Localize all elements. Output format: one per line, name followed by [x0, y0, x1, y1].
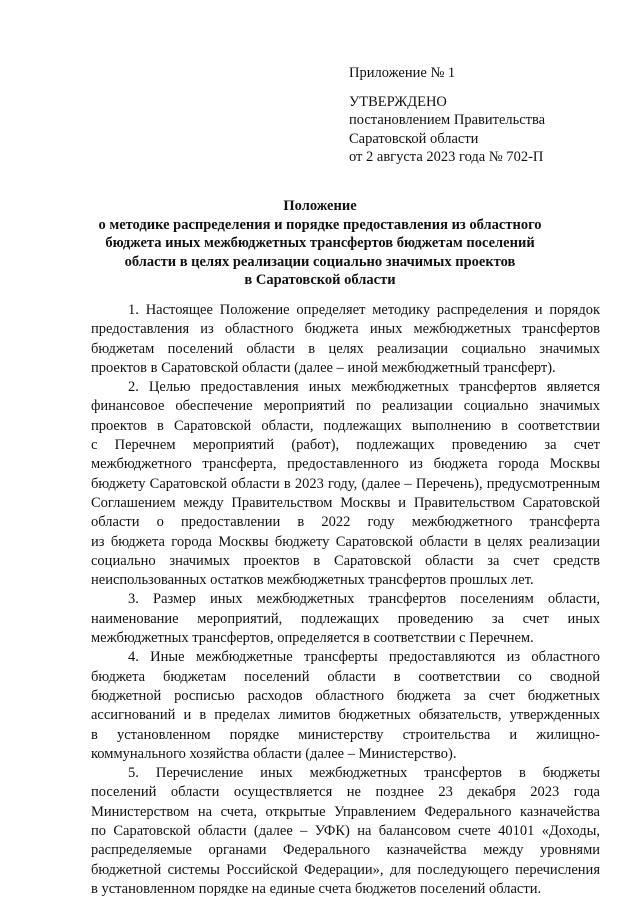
- paragraph-line: 2. Целью предоставления иных межбюджетных трансфертов является: [128, 379, 600, 396]
- paragraph-line: межбюджетного трансферта, предоставленного из бюджета города Москвы: [91, 456, 600, 473]
- title-line-1: Положение: [283, 198, 357, 214]
- paragraph-line: бюджету Саратовской области в 2023 году, (далее – Перечень), предусмотренным: [91, 475, 600, 492]
- paragraph-1: [91, 301, 600, 378]
- paragraph-line: бюджета бюджетам поселений области в соответствии со сводной: [91, 668, 600, 685]
- title-line-4: области в целях реализации социально значимых проектов: [124, 253, 516, 270]
- title-line-3: бюджета иных межбюджетных трансфертов бюджетам поселений: [105, 235, 535, 251]
- paragraph-line: в установленном порядке на единые счета бюджетов поселений области.: [91, 880, 542, 897]
- paragraph-line: проектов в Саратовской области (далее – иной межбюджетный трансферт).: [91, 359, 556, 376]
- paragraph-line: финансовое обеспечение мероприятий по реализации социально значимых: [91, 398, 600, 415]
- paragraph-line: из бюджета города Москвы бюджету Саратовской области в целях реализации: [91, 533, 600, 550]
- title-line-2: о методике распределения и порядке предоставления из областного: [98, 216, 542, 233]
- paragraph-line: поселений области осуществляется не позднее 23 декабря 2023 года: [91, 784, 600, 801]
- paragraph-line: области о предоставлении в 2022 году межбюджетного трансферта: [91, 514, 600, 531]
- paragraph-3: [91, 590, 600, 648]
- paragraph-line: предоставления из областного бюджета иных межбюджетных трансфертов: [91, 321, 600, 338]
- title-line-5: в Саратовской области: [244, 272, 396, 288]
- approval-line-1: постановлением Правительства: [349, 112, 546, 128]
- paragraph-line: социально значимых проектов в Саратовской области за счет средств: [91, 552, 600, 569]
- paragraph-line: неиспользованных остатков межбюджетных трансфертов прошлых лет.: [91, 572, 534, 589]
- approved-label: УТВЕРЖДЕНО: [349, 93, 447, 110]
- paragraph-line: распределяемые органами Федерального казначейства между уровнями: [91, 842, 600, 859]
- paragraph-line: 5. Перечисление иных межбюджетных трансфертов в бюджеты: [128, 765, 600, 782]
- paragraph-line: бюджетам поселений области в целях реализации социально значимых: [91, 340, 600, 357]
- paragraph-line: в установленном порядке министерству строительства и жилищно-: [91, 726, 600, 743]
- paragraph-line: бюджетной росписью расходов областного бюджета за счет бюджетных: [91, 687, 600, 704]
- paragraph-4: [91, 648, 600, 764]
- paragraph-line: бюджетной системы Российской Федерации», для последующего перечисления: [91, 861, 600, 878]
- paragraph-line: по Саратовской области (далее – УФК) на балансовом счете 40101 «Доходы,: [91, 823, 600, 840]
- paragraph-line: 4. Иные межбюджетные трансферты предоставляются из областного: [128, 649, 600, 666]
- paragraph-2: [91, 378, 600, 590]
- paragraph-line: Министерством на счета, открытые Управлением Федерального казначейства: [91, 803, 600, 820]
- document-title: [80, 197, 560, 290]
- paragraph-line: с Перечнем мероприятий (работ), подлежащих проведению за счет: [91, 437, 600, 454]
- paragraph-line: наименование мероприятий, подлежащих проведению за счет иных: [91, 610, 600, 627]
- approval-line-3: от 2 августа 2023 года № 702-П: [349, 149, 544, 165]
- paragraph-line: 3. Размер иных межбюджетных трансфертов поселениям области,: [128, 591, 600, 608]
- appendix-label: Приложение № 1: [349, 65, 456, 81]
- paragraph-line: проектов в Саратовской области, подлежащих выполнению в соответствии: [91, 417, 600, 434]
- paragraph-5: [91, 764, 600, 899]
- document-body: [91, 301, 600, 899]
- paragraph-line: коммунального хозяйства области (далее – Министерство).: [91, 745, 457, 762]
- paragraph-line: 1. Настоящее Положение определяет методику распределения и порядок: [128, 302, 600, 318]
- approval-stamp: [349, 64, 609, 167]
- paragraph-line: Соглашением между Правительством Москвы и Правительством Саратовской: [91, 494, 600, 511]
- paragraph-line: межбюджетных трансфертов, определяется в соответствии с Перечнем.: [91, 630, 534, 647]
- paragraph-line: ассигнований и в пределах лимитов бюджетных обязательств, утвержденных: [91, 707, 600, 724]
- approval-line-2: Саратовской области: [349, 130, 479, 147]
